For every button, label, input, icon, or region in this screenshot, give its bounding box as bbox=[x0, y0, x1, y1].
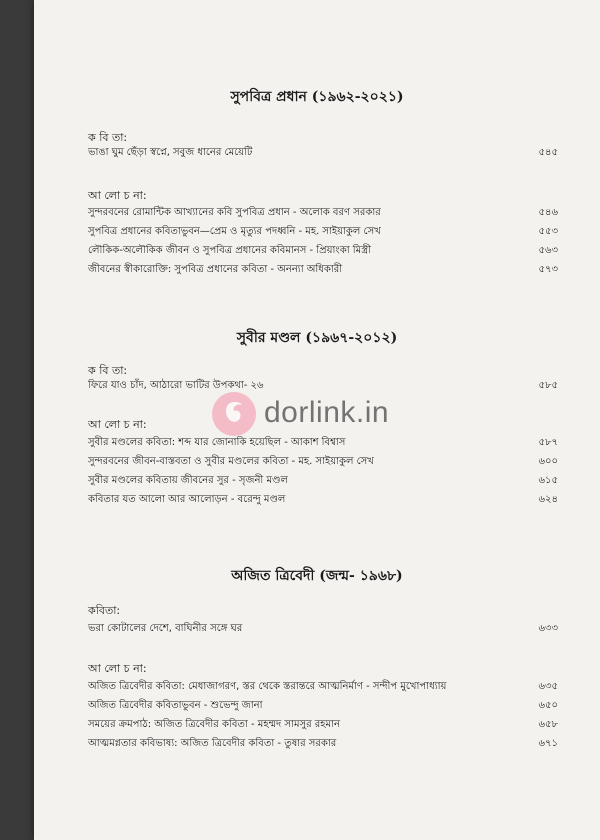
entry-page: ৬০০ bbox=[538, 456, 558, 467]
entry-title: ফিরে যাও চাঁদ, আঠারো ভাটির উপকথা- ২৬ bbox=[88, 380, 264, 391]
entry-page: ৬৩৫ bbox=[538, 681, 558, 692]
watermark bbox=[212, 392, 472, 442]
toc-entry[interactable] bbox=[88, 243, 558, 258]
entry-title: আত্মমগ্নতার কবিভাষ্য: অজিত ত্রিবেদীর কবিতা - তুষার সরকার bbox=[88, 738, 337, 749]
book-page bbox=[34, 0, 600, 840]
entry-page: ৫৮৫ bbox=[538, 380, 558, 391]
watermark-text: dorlink.in bbox=[264, 396, 390, 429]
toc-entry[interactable] bbox=[88, 679, 558, 694]
entry-title: অজিত ত্রিবেদীর কবিতাভুবন - শুভেন্দু জানা bbox=[88, 700, 263, 711]
toc-entry[interactable] bbox=[88, 145, 558, 160]
toc-entry[interactable] bbox=[88, 698, 558, 713]
toc-entry[interactable] bbox=[88, 224, 558, 239]
subsection-label: আ লো চ না: bbox=[88, 418, 147, 431]
entry-title: সময়ের ক্রমপাঠ: অজিত ত্রিবেদীর কবিতা - মহম্মদ সামসুর রহমান bbox=[88, 719, 340, 730]
toc-entry[interactable] bbox=[88, 378, 558, 393]
toc-entry[interactable] bbox=[88, 205, 558, 220]
section-title: সুবীর মণ্ডল (১৯৬৭-২০১২) bbox=[236, 330, 398, 346]
toc-entry[interactable] bbox=[88, 621, 558, 636]
subsection-label: কবিতা: bbox=[88, 604, 121, 617]
entry-title: জীবনের স্বীকারোক্তি: সুপবিত্র প্রধানের কবিতা - অনন্যা অধিকারী bbox=[88, 264, 343, 275]
entry-page: ৬২৪ bbox=[538, 494, 558, 505]
entry-title: সুবীর মণ্ডলের কবিতা: শব্দ যার জোনাকি হয়েছিল - আকাশ বিশ্বাস bbox=[88, 437, 346, 448]
toc-entry[interactable] bbox=[88, 492, 558, 507]
entry-page: ৫৬৩ bbox=[538, 245, 558, 256]
toc-entry[interactable] bbox=[88, 262, 558, 277]
entry-title: সুপবিত্র প্রধানের কবিতাভুবন—প্রেম ও মৃত্যুর পদধ্বনি - মহ. সাইয়াকুল সেখ bbox=[88, 226, 381, 237]
entry-page: ৬৫৮ bbox=[538, 719, 558, 730]
section-title: সুপবিত্র প্রধান (১৯৬২-২০২১) bbox=[230, 89, 404, 105]
subsection-label: ক বি তা: bbox=[88, 364, 128, 377]
entry-title: সুন্দরবনের জীবন-বাস্তবতা ও সুবীর মণ্ডলের কবিতা - মহ. সাইয়াকুল সেখ bbox=[88, 456, 374, 467]
entry-page: ৫৪৬ bbox=[538, 207, 558, 218]
toc-entry[interactable] bbox=[88, 736, 558, 751]
entry-title: সুন্দরবনের রোমান্টিক আখ্যানের কবি সুপবিত্র প্রধান - অলোক বরণ সরকার bbox=[88, 207, 381, 218]
subsection-label: ক বি তা: bbox=[88, 131, 128, 144]
entry-page: ৫৫৩ bbox=[538, 226, 558, 237]
entry-title: ভরা কোটালের দেশে, বাঘিনীর সঙ্গে ঘর bbox=[88, 623, 243, 634]
toc-entry[interactable] bbox=[88, 454, 558, 469]
entry-title: ভাঙা ঘুম ছেঁড়া স্বপ্নে, সবুজ ধানের মেয়েটি bbox=[88, 147, 253, 158]
entry-title: সুবীর মণ্ডলের কবিতায় জীবনের সুর - সৃজনী মণ্ডল bbox=[88, 475, 288, 486]
entry-title: লৌকিক-অলৌকিক জীবন ও সুপবিত্র প্রধানের কবিমানস - প্রিয়াংকা মিস্ত্রী bbox=[88, 245, 371, 256]
watermark-logo-icon bbox=[212, 392, 256, 436]
entry-page: ৫৮৭ bbox=[538, 437, 558, 448]
entry-title: কবিতার যত আলো আর আলোড়ন - বরেন্দু মণ্ডল bbox=[88, 494, 286, 505]
entry-page: ৫৭৩ bbox=[538, 264, 558, 275]
subsection-label: আ লো চ না: bbox=[88, 189, 147, 202]
entry-title: অজিত ত্রিবেদীর কবিতা: মেধাজাগরণ, স্তর থেকে স্তরান্তরে আত্মনির্মাণ - সন্দীপ মুখোপাধ্যায় bbox=[88, 681, 447, 692]
entry-page: ৬১৫ bbox=[538, 475, 558, 486]
toc-entry[interactable] bbox=[88, 473, 558, 488]
subsection-label: আ লো চ না: bbox=[88, 662, 147, 675]
entry-page: ৬৫০ bbox=[538, 700, 558, 711]
entry-page: ৫৪৫ bbox=[538, 147, 558, 158]
section-title: অজিত ত্রিবেদী (জন্ম- ১৯৬৮) bbox=[231, 568, 403, 584]
entry-page: ৬৩৩ bbox=[538, 623, 558, 634]
entry-page: ৬৭১ bbox=[538, 738, 558, 749]
toc-entry[interactable] bbox=[88, 717, 558, 732]
